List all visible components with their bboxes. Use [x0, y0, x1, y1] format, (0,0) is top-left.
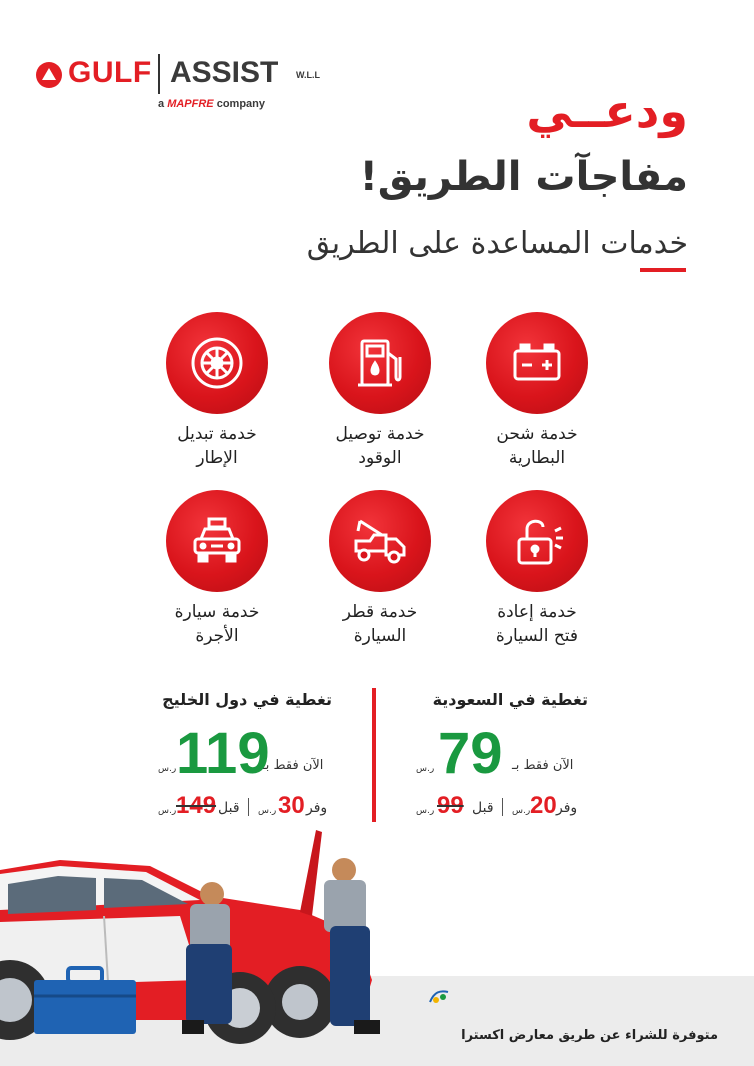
mechanic-shirt — [324, 880, 366, 932]
padlock-icon — [486, 490, 588, 592]
logo-tagline — [158, 98, 265, 110]
battery-icon — [486, 312, 588, 414]
gulf-coverage-title: تغطية في دول الخليج — [162, 690, 332, 709]
service-battery — [462, 312, 612, 482]
headline-roadside-services: خدمات المساعدة على الطريق — [306, 226, 688, 261]
footer-availability: متوفرة للشراء عن طريق معارض اكسترا — [461, 1028, 718, 1043]
gulf-price-currency: ر.س — [158, 764, 177, 774]
service-fuel — [305, 312, 455, 482]
gulf-before-label: قبل — [218, 800, 240, 816]
tire-icon — [166, 312, 268, 414]
saudi-now-label: الآن فقط بـ — [512, 758, 574, 773]
mechanics-car-illustration — [0, 830, 460, 1066]
gulf-save-amount: 30 — [278, 792, 305, 819]
service-label: خدمة شحن البطارية — [496, 424, 578, 468]
saudi-coverage-title: تغطية في السعودية — [432, 690, 588, 709]
service-label: خدمة قطر السيارة — [342, 602, 418, 646]
pricing-divider — [372, 688, 376, 822]
service-label: خدمة تبديل الإطار — [177, 424, 257, 468]
xcite-logo-icon — [428, 988, 450, 1006]
saudi-old-price: 99 — [437, 792, 464, 819]
gulf-now-label: الآن فقط بـ — [262, 758, 324, 773]
headline-farewell: ودعــي — [526, 84, 688, 138]
service-label: خدمة إعادة فتح السيارة — [495, 602, 579, 646]
service-unlock — [462, 490, 612, 660]
gulf-save-label: وفر — [306, 800, 328, 816]
gulf-old-currency: ر.س — [158, 806, 177, 816]
service-label: خدمة توصيل الوقود — [335, 424, 425, 468]
mechanic-boot — [354, 1020, 380, 1034]
saudi-separator — [502, 798, 503, 816]
saudi-save-currency: ر.س — [512, 806, 531, 816]
logo-gulf-text: GULF — [68, 56, 152, 89]
mechanic-head — [200, 882, 224, 906]
saudi-before-label: قبل — [472, 800, 494, 816]
gulf-old-price: 149 — [176, 792, 217, 819]
saudi-price-currency: ر.س — [416, 764, 435, 774]
fuel-pump-icon — [329, 312, 431, 414]
service-towing — [305, 490, 455, 660]
logo-tag-prefix: a — [158, 98, 165, 110]
logo-tag-suffix: company — [216, 98, 265, 110]
logo-assist-text: ASSIST — [170, 56, 279, 89]
taxi-icon — [166, 490, 268, 592]
gulf-price: 119 — [176, 721, 270, 786]
logo-emblem-icon — [36, 62, 62, 88]
mechanic-head — [332, 858, 356, 882]
mechanic-overalls — [186, 944, 232, 1024]
logo-divider — [158, 54, 160, 94]
gulf-save-currency: ر.س — [258, 806, 277, 816]
saudi-save-amount: 20 — [530, 792, 557, 819]
saudi-old-currency: ر.س — [416, 806, 435, 816]
mechanic-overalls — [330, 926, 370, 1026]
service-taxi — [142, 490, 292, 660]
logo-tag-brand: MAPFRE — [167, 98, 214, 110]
saudi-price: 79 — [438, 721, 503, 786]
saudi-save-label: وفر — [556, 800, 578, 816]
logo-wll-text: W.L.L — [296, 70, 320, 80]
car-wheel-rim — [282, 984, 318, 1020]
company-logo — [36, 54, 336, 114]
mechanic-boot — [182, 1020, 204, 1034]
service-label: خدمة سيارة الأجرة — [174, 602, 260, 646]
service-tire — [142, 312, 292, 482]
headline-road-surprises: مفاجآت الطريق! — [359, 154, 688, 200]
car-hood — [300, 830, 322, 916]
headline-underline — [640, 268, 686, 272]
tow-truck-icon — [329, 490, 431, 592]
toolbox — [34, 980, 136, 1034]
gulf-separator — [248, 798, 249, 816]
